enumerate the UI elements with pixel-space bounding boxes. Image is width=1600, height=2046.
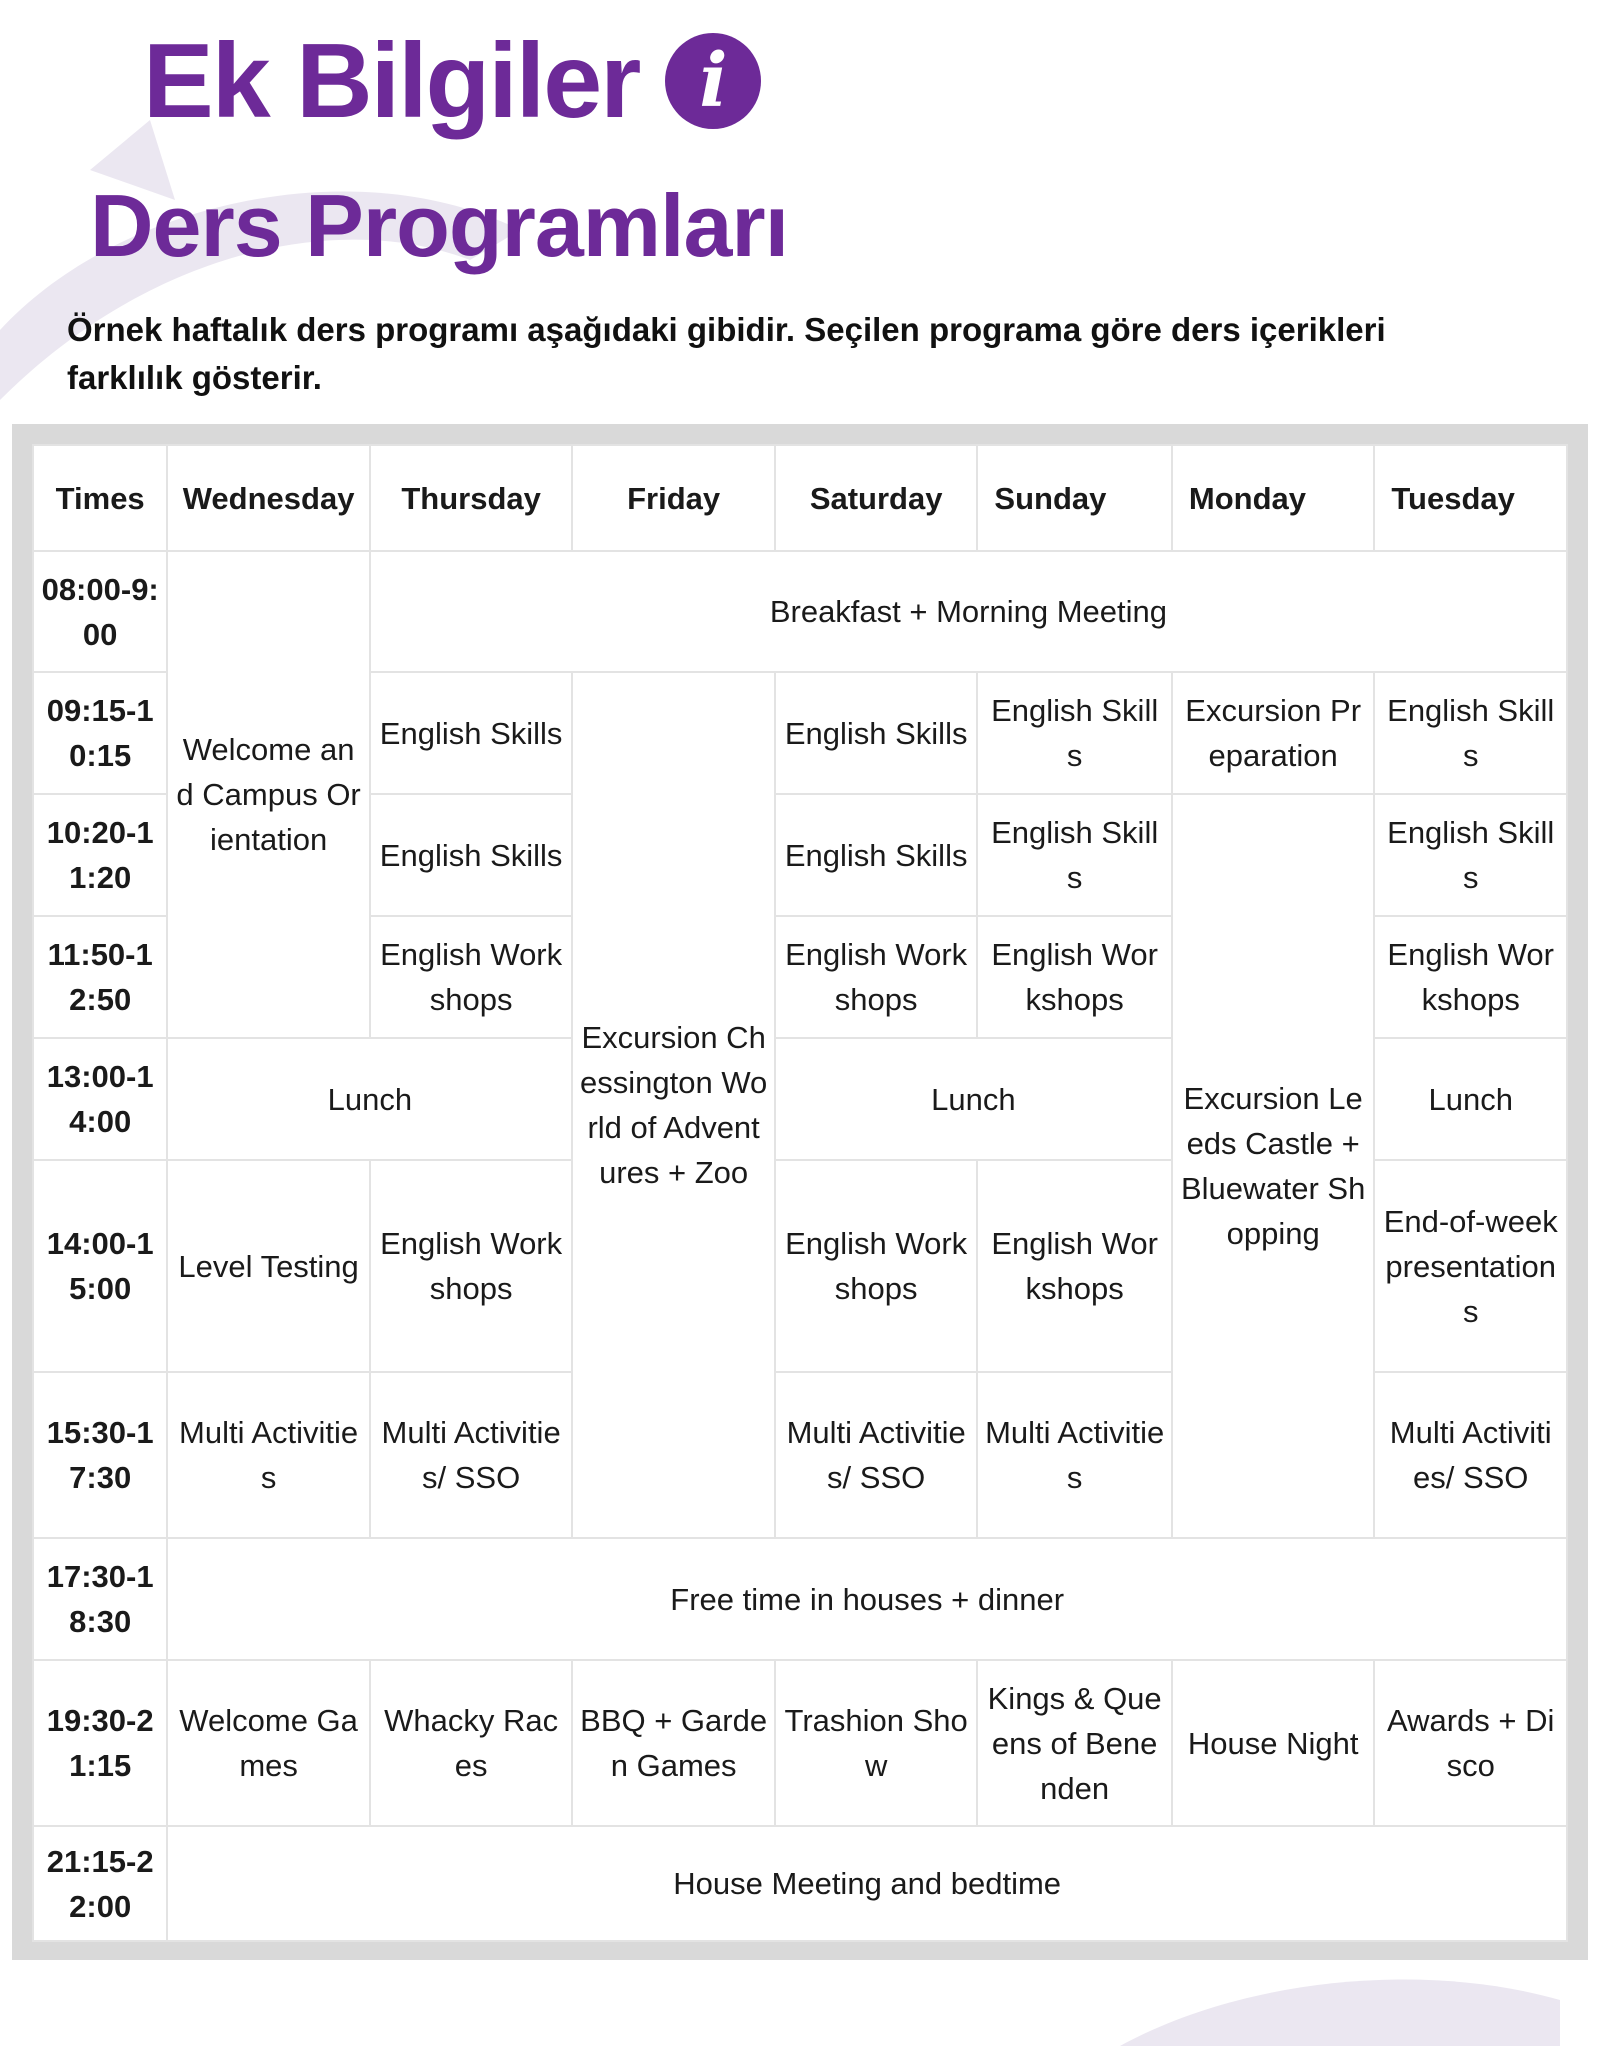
info-icon: i [665,33,761,129]
schedule-cell: English Workshops [1374,916,1567,1038]
page-title: Ek Bilgiler [143,22,640,140]
table-row [33,551,1567,672]
schedule-cell: Welcome Games [167,1660,370,1826]
schedule-cell: Multi Activities/ SSO [775,1372,978,1538]
time-cell: 09:15-10:15 [33,672,167,794]
col-header-sunday: Sunday [977,445,1172,551]
schedule-cell: Multi Activities [977,1372,1172,1538]
time-cell: 10:20-11:20 [33,794,167,916]
schedule-cell: Excursion Leeds Castle + Bluewater Shopping [1172,794,1375,1538]
time-cell: 13:00-14:00 [33,1038,167,1160]
col-header-thursday: Thursday [370,445,573,551]
schedule-cell: English Workshops [977,916,1172,1038]
col-header-friday: Friday [572,445,775,551]
col-header-saturday: Saturday [775,445,978,551]
schedule-cell: Level Testing [167,1160,370,1372]
schedule-cell: English Workshops [370,1160,573,1372]
schedule-cell: Welcome and Campus Orientation [167,551,370,1038]
table-row [33,1538,1567,1660]
col-header-wednesday: Wednesday [167,445,370,551]
schedule-cell: House Meeting and bedtime [167,1826,1567,1941]
schedule-cell: Awards + Disco [1374,1660,1567,1826]
table-row [33,1826,1567,1941]
schedule-cell: Multi Activities [167,1372,370,1538]
schedule-frame [12,424,1588,1960]
intro-text: Örnek haftalık ders programı aşağıdaki gibidir. Seçilen programa göre ders içerikleri farklılık gösterir. [67,311,1386,396]
schedule-cell: English Skills [977,672,1172,794]
schedule-cell: English Skills [977,794,1172,916]
header-row [33,445,1567,551]
time-cell: 19:30-21:15 [33,1660,167,1826]
schedule-cell: Multi Activities/ SSO [370,1372,573,1538]
col-header-monday: Monday [1172,445,1375,551]
schedule-cell: Whacky Races [370,1660,573,1826]
time-cell: 11:50-12:50 [33,916,167,1038]
schedule-cell: English Skills [775,672,978,794]
schedule-cell: End-of-week presentations [1374,1160,1567,1372]
schedule-cell: BBQ + Garden Games [572,1660,775,1826]
schedule-cell: English Workshops [977,1160,1172,1372]
time-cell: 17:30-18:30 [33,1538,167,1660]
schedule-cell: Lunch [775,1038,1172,1160]
schedule-cell: Kings & Queens of Benenden [977,1660,1172,1826]
schedule-cell: English Workshops [370,916,573,1038]
schedule-cell: Breakfast + Morning Meeting [370,551,1567,672]
col-header-times: Times [33,445,167,551]
header [143,22,761,140]
time-cell: 08:00-9:00 [33,551,167,672]
time-cell: 21:15-22:00 [33,1826,167,1941]
schedule-cell: Trashion Show [775,1660,978,1826]
schedule-cell: English Workshops [775,916,978,1038]
table-row [33,1660,1567,1826]
schedule-cell: Free time in houses + dinner [167,1538,1567,1660]
schedule-cell: Excursion Preparation [1172,672,1375,794]
schedule-cell: English Skills [1374,794,1567,916]
schedule-cell: Multi Activities/ SSO [1374,1372,1567,1538]
schedule-cell: Excursion Chessington World of Adventures + Zoo [572,672,775,1538]
schedule-cell: House Night [1172,1660,1375,1826]
schedule-cell: English Skills [1374,672,1567,794]
schedule-cell: English Skills [370,672,573,794]
col-header-tuesday: Tuesday [1374,445,1567,551]
schedule-cell: English Skills [775,794,978,916]
time-cell: 15:30-17:30 [33,1372,167,1538]
time-cell: 14:00-15:00 [33,1160,167,1372]
schedule-cell: English Skills [370,794,573,916]
schedule-cell: Lunch [1374,1038,1567,1160]
schedule-table [32,444,1568,1942]
section-title: Ders Programları [90,176,789,275]
schedule-cell: Lunch [167,1038,572,1160]
schedule-cell: English Workshops [775,1160,978,1372]
